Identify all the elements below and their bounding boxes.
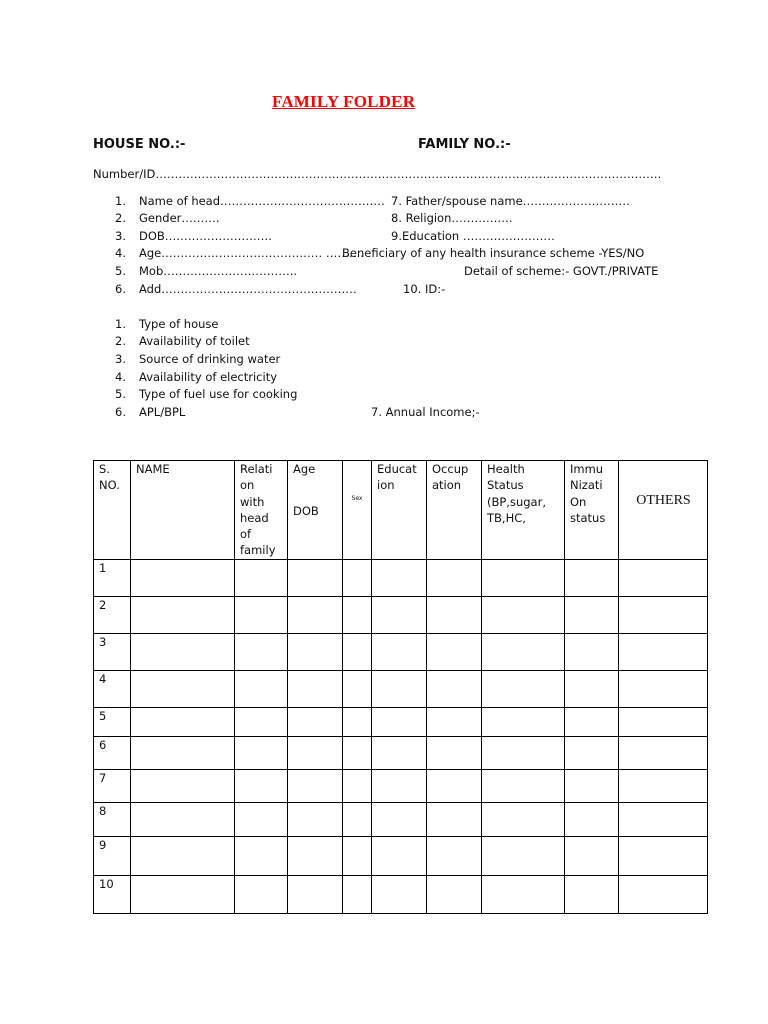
list-item-mob (115, 264, 297, 278)
cell (482, 836, 565, 875)
cell (343, 875, 372, 913)
list-text: APL/BPL (139, 405, 186, 419)
cell (131, 836, 235, 875)
cell (372, 769, 427, 802)
cell (619, 670, 708, 707)
cell (288, 596, 343, 633)
cell (235, 736, 288, 769)
cell (372, 559, 427, 596)
cell (288, 559, 343, 596)
cell (427, 875, 482, 913)
cell (131, 559, 235, 596)
list-item-apl-bpl (115, 405, 185, 419)
header-sno: S. NO. (94, 461, 131, 560)
list-text: Gender………. (139, 211, 220, 225)
cell (619, 736, 708, 769)
cell (372, 736, 427, 769)
cell (288, 802, 343, 836)
cell (427, 596, 482, 633)
cell (482, 670, 565, 707)
cell (131, 707, 235, 736)
table-header-row (94, 461, 708, 560)
cell (482, 596, 565, 633)
cell (372, 802, 427, 836)
cell (372, 875, 427, 913)
cell (288, 707, 343, 736)
cell (427, 559, 482, 596)
religion-line: 8. Religion……………. (391, 211, 513, 225)
cell (565, 875, 619, 913)
cell (619, 802, 708, 836)
cell (619, 875, 708, 913)
row-number: 8 (94, 802, 131, 836)
cell (235, 707, 288, 736)
cell (131, 633, 235, 670)
list-text: DOB………………………. (139, 229, 272, 243)
cell (565, 633, 619, 670)
list-item-drinking-water (115, 352, 280, 366)
cell (427, 836, 482, 875)
cell (372, 707, 427, 736)
list-item-dob (115, 229, 272, 243)
list-text: Availability of electricity (139, 370, 278, 384)
cell (343, 633, 372, 670)
cell (343, 596, 372, 633)
list-text: Mob…………………………….. (139, 264, 298, 278)
cell (372, 633, 427, 670)
table-row (94, 836, 708, 875)
list-number: 1. (115, 194, 126, 208)
house-number-label: HOUSE NO.:- (93, 137, 186, 152)
header-name: NAME (131, 461, 235, 560)
table-row (94, 707, 708, 736)
list-text: Name of head……………………………………. (139, 194, 385, 208)
cell (619, 633, 708, 670)
cell (235, 596, 288, 633)
cell (235, 670, 288, 707)
cell (619, 707, 708, 736)
row-number: 6 (94, 736, 131, 769)
list-number: 2. (115, 334, 126, 348)
cell (619, 596, 708, 633)
cell (482, 875, 565, 913)
number-id-line: Number/ID…………………………………………………………………………………………………………………… (93, 167, 662, 181)
table-row (94, 802, 708, 836)
cell (372, 670, 427, 707)
cell (343, 802, 372, 836)
cell (482, 707, 565, 736)
list-text: Age…………………………………… ………. (139, 246, 365, 260)
cell (565, 769, 619, 802)
header-age: Age (293, 462, 316, 476)
cell (343, 769, 372, 802)
cell (131, 875, 235, 913)
cell (565, 736, 619, 769)
row-number: 10 (94, 875, 131, 913)
cell (619, 836, 708, 875)
cell (565, 802, 619, 836)
scheme-detail-line: Detail of scheme:- GOVT./PRIVATE (464, 264, 659, 278)
list-number: 6. (115, 282, 126, 296)
cell (482, 633, 565, 670)
header-sex: Sex (343, 461, 372, 560)
cell (131, 736, 235, 769)
table-row (94, 596, 708, 633)
table-row (94, 875, 708, 913)
cell (565, 670, 619, 707)
list-text: Type of fuel use for cooking (139, 387, 298, 401)
row-number: 3 (94, 633, 131, 670)
row-number: 1 (94, 559, 131, 596)
table-row (94, 670, 708, 707)
cell (372, 836, 427, 875)
cell (427, 769, 482, 802)
header-education: Educat ion (372, 461, 427, 560)
list-item-toilet (115, 334, 250, 348)
id-line: 10. ID:- (403, 282, 446, 296)
header-immunization: Immu Nizati On status (565, 461, 619, 560)
cell (288, 875, 343, 913)
cell (288, 736, 343, 769)
cell (235, 875, 288, 913)
cell (343, 836, 372, 875)
table-row (94, 736, 708, 769)
father-spouse-name-line: 7. Father/spouse name………………………. (391, 194, 630, 208)
cell (343, 707, 372, 736)
list-number: 3. (115, 229, 126, 243)
header-age-dob (288, 461, 343, 560)
cell (288, 836, 343, 875)
cell (482, 736, 565, 769)
cell (427, 707, 482, 736)
cell (288, 769, 343, 802)
cell (288, 670, 343, 707)
list-item-name-of-head (115, 194, 385, 208)
cell (131, 670, 235, 707)
cell (235, 559, 288, 596)
row-number: 7 (94, 769, 131, 802)
cell (482, 769, 565, 802)
cell (482, 802, 565, 836)
family-number-label: FAMILY NO.:- (418, 137, 511, 152)
row-number: 9 (94, 836, 131, 875)
cell (565, 836, 619, 875)
row-number: 4 (94, 670, 131, 707)
header-relation: Relati on with head of family (235, 461, 288, 560)
cell (235, 633, 288, 670)
list-number: 6. (115, 405, 126, 419)
cell (131, 596, 235, 633)
page-title: FAMILY FOLDER (272, 92, 416, 111)
table-row (94, 559, 708, 596)
list-text: Source of drinking water (139, 352, 281, 366)
list-number: 5. (115, 387, 126, 401)
list-number: 4. (115, 246, 126, 260)
row-number: 2 (94, 596, 131, 633)
cell (343, 670, 372, 707)
header-health-status: Health Status (BP,sugar, TB,HC, (482, 461, 565, 560)
family-members-table (93, 460, 708, 914)
list-number: 5. (115, 264, 126, 278)
cell (427, 670, 482, 707)
cell (372, 596, 427, 633)
list-text: Add…………………………………………… (139, 282, 357, 296)
list-item-age (115, 246, 364, 260)
list-text: Availability of toilet (139, 334, 250, 348)
cell (427, 802, 482, 836)
table-row (94, 633, 708, 670)
list-text: Type of house (139, 317, 219, 331)
insurance-scheme-line: Beneficiary of any health insurance scheme -YES/NO (342, 246, 645, 260)
cell (235, 802, 288, 836)
cell (619, 769, 708, 802)
cell (288, 633, 343, 670)
header-others: OTHERS (619, 461, 708, 560)
cell (565, 559, 619, 596)
cell (565, 707, 619, 736)
cell (131, 802, 235, 836)
list-item-gender (115, 211, 220, 225)
list-item-type-of-house (115, 317, 219, 331)
list-number: 1. (115, 317, 126, 331)
list-number: 3. (115, 352, 126, 366)
cell (131, 769, 235, 802)
cell (482, 559, 565, 596)
cell (343, 736, 372, 769)
cell (565, 596, 619, 633)
cell (235, 769, 288, 802)
list-number: 2. (115, 211, 126, 225)
education-line: 9.Education …………………… (391, 229, 555, 243)
cell (427, 633, 482, 670)
header-occupation: Occup ation (427, 461, 482, 560)
cell (619, 559, 708, 596)
header-dob: DOB (293, 504, 319, 519)
annual-income-line: 7. Annual Income;- (371, 405, 480, 419)
cell (427, 736, 482, 769)
cell (343, 559, 372, 596)
table-row (94, 769, 708, 802)
list-number: 4. (115, 370, 126, 384)
list-item-electricity (115, 370, 277, 384)
list-item-fuel (115, 387, 297, 401)
cell (235, 836, 288, 875)
list-item-add (115, 282, 357, 296)
row-number: 5 (94, 707, 131, 736)
